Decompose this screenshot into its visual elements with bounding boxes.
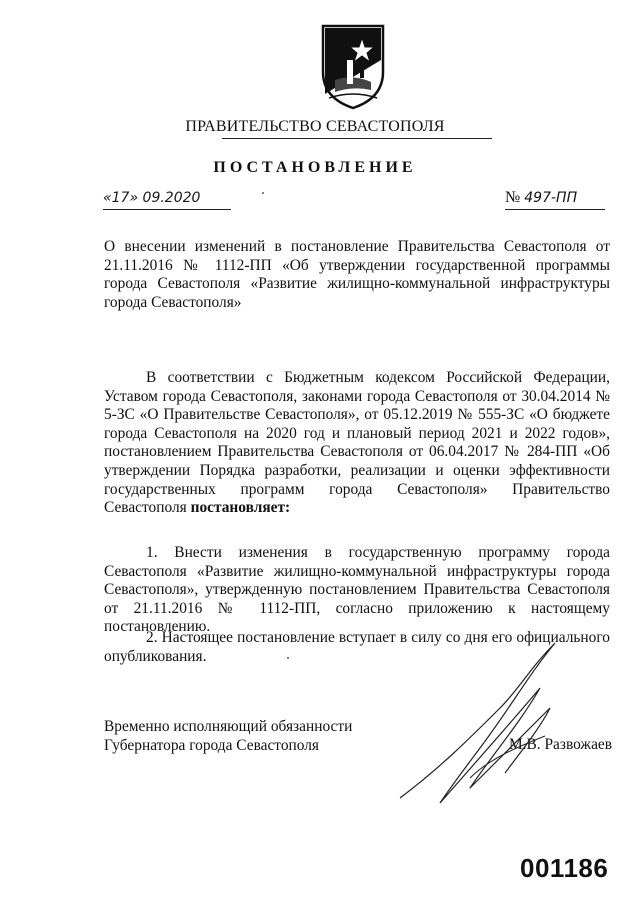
government-name: ПРАВИТЕЛЬСТВО СЕВАСТОПОЛЯ	[185, 118, 445, 135]
handwritten-signature	[380, 628, 590, 818]
serial-number: 001186	[520, 853, 609, 883]
scan-speck	[287, 657, 289, 659]
number-value: 497-ПП	[524, 190, 578, 206]
decree-word: постановляет:	[190, 499, 291, 517]
decree-item-2: 2. Настоящее постановление вступает в силу со дня его официального опубликования.	[104, 629, 610, 665]
document-subject: О внесении изменений в постановление Правительства Севастополя от 21.11.2016 № 1112-ПП «Об утверждении государственной программы города Севастополя «Развитие жилищно-коммунальной инфраструктуры города Севастополя»	[104, 238, 610, 311]
document-number	[505, 189, 605, 210]
signer-position-line-2: Губернатора города Севастополя	[104, 736, 320, 754]
document-type: ПОСТАНОВЛЕНИЕ	[213, 159, 417, 176]
signer-position-line-1: Временно исполняющий обязанности	[104, 718, 353, 735]
document-date	[103, 189, 231, 210]
number-prefix: №	[505, 189, 521, 206]
header-rule	[222, 138, 492, 139]
scan-speck	[262, 192, 264, 194]
date-value: «17» 09.2020	[103, 190, 201, 206]
signer-name: М.В. Развожаев	[509, 736, 612, 753]
decree-item-1: 1. Внести изменения в государственную программу города Севастополя «Развитие жилищно-коммунальной инфраструктуры города Севастополя», утвержденную постановлением Правительства Севастополя от 21.11.2016 № 1112-ПП, согласно приложению к настоящему постановлению.	[104, 544, 610, 636]
signer-position	[104, 718, 352, 755]
sevastopol-coat-of-arms	[317, 20, 389, 110]
preamble-text: В соответствии с Бюджетным кодексом Российской Федерации, Уставом города Севастополя, законами города Севастополя от 30.04.2014 № 5-ЗС «О Правительстве Севастополя», от 05.12.2019 № 555-ЗС «О бюджете города Севастополя на 2020 год и плановый период 2021 и 2022 годов», постановлением Правительства Севастополя от 06.04.2017 № 284-ПП «Об утверждении Порядка разработки, реализации и оценки эффективности государственных программ города Севастополя» Правительство Севастополя	[104, 369, 610, 517]
preamble-paragraph	[104, 369, 610, 518]
